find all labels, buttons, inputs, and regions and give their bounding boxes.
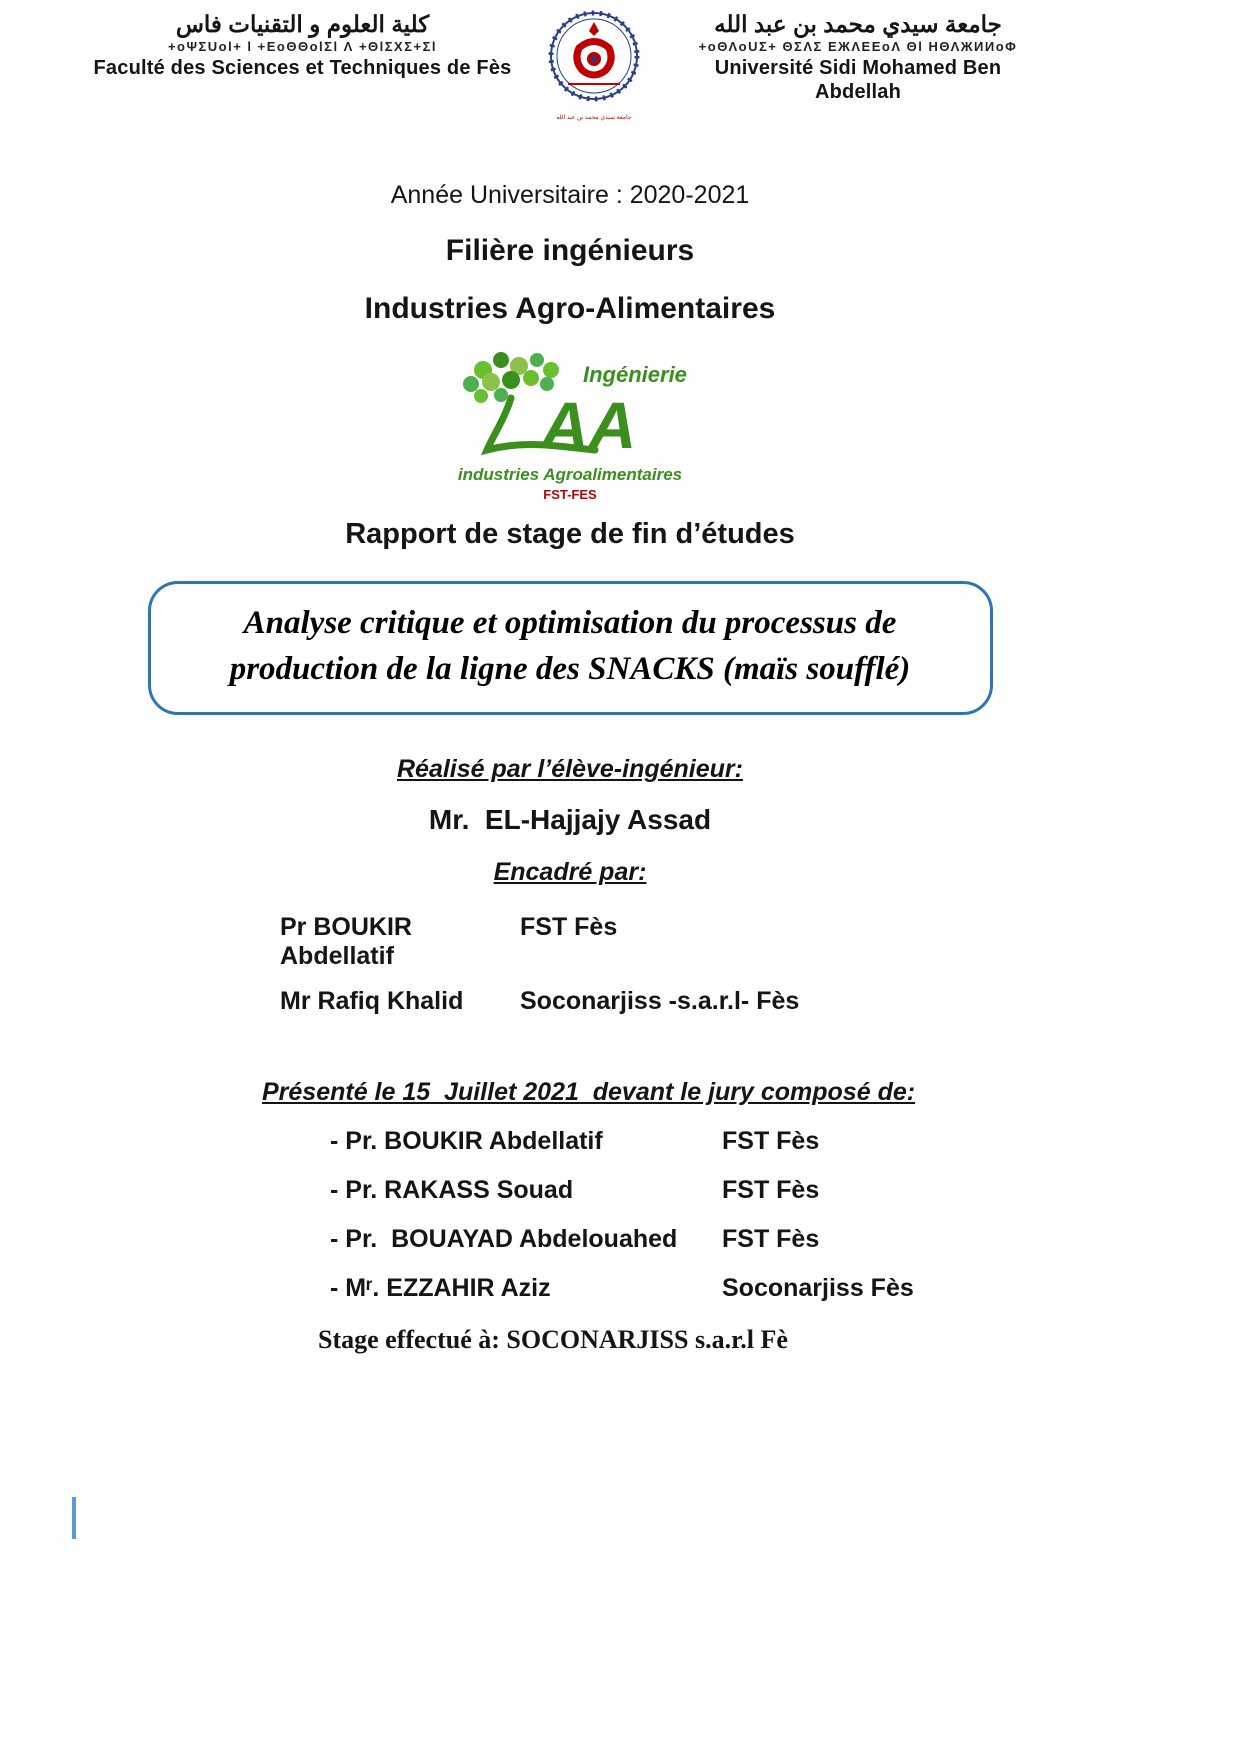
jury-member-row [70,1274,1070,1303]
department-title: Industries Agro-Alimentaires [364,292,776,325]
internship-location: Stage effectué à: SOCONARJISS s.a.r.l Fè [318,1325,788,1355]
cover-content [70,181,1070,1355]
jury-member-row [70,1225,1070,1254]
jury-member-name: - Pr. BOUAYAD Abdelouahed [330,1225,678,1254]
jury-member-org: FST Fès [722,1225,820,1254]
iaa-tree-icon [445,348,695,466]
report-title-box [148,581,993,715]
jury-member-org: Soconarjiss Fès [722,1274,914,1303]
jury-member-row [70,1176,1070,1205]
iaa-logo [70,348,1070,502]
jury-member-name: - Mʳ. EZZAHIR Aziz [330,1274,551,1303]
university-emblem-icon [538,10,650,110]
report-title-line1: Analyse critique et optimisation du processus de [243,605,897,641]
supervisors-heading: Encadré par: [493,858,647,887]
report-type: Rapport de stage de fin d’études [345,518,795,550]
university-name-arabic: جامعة سيدي محمد بن عبد الله [714,11,1002,37]
university-block [673,10,1043,104]
university-emblem [529,10,659,121]
emblem-caption: جامعة سيدي محمد بن عبد الله [556,115,632,121]
jury-member-org: FST Fès [722,1127,820,1156]
supervisor-org: Soconarjiss -s.a.r.l- Fès [520,987,800,1016]
iaa-logo-subtitle: industries Agroalimentaires [457,465,683,484]
university-name-french: Université Sidi Mohamed Ben Abdellah [714,56,1007,103]
supervisor-name: Mr Rafiq Khalid [280,987,464,1016]
jury-member-row [70,1127,1070,1156]
jury-member-name: - Pr. RAKASS Souad [330,1176,574,1205]
faculty-name-arabic: كلية العلوم و التقنيات فاس [175,11,430,37]
academic-year: Année Universitaire : 2020-2021 [390,181,750,209]
faculty-block [90,10,515,80]
institution-header [90,0,1241,121]
author-name: Mr. EL-Hajjajy Assad [428,804,712,836]
supervisor-row [70,913,1070,971]
jury-member-org: FST Fès [722,1176,820,1205]
program-title: Filière ingénieurs [445,234,695,267]
faculty-name-french: Faculté des Sciences et Techniques de Fès [93,56,512,79]
faculty-name-tifinagh: +oΨΣUol+ l +ΕoΘΘolΣl Λ +ΘlΣΧΣ+Σl [167,38,438,54]
supervisor-row [70,987,1070,1016]
jury-heading: Présenté le 15 Juillet 2021 devant le jury composé de: [262,1078,916,1107]
report-title-line2: production de la ligne des SNACKS (maïs soufflé) [229,651,911,688]
university-name-tifinagh: +oΘΛoUΣ+ ΘΣΛΣ ΕЖΛΕΕoΛ Θl ΗΘΛЖИИoΦ [698,38,1018,54]
supervisor-name: Pr BOUKIR Abdellatif [280,913,418,971]
supervisor-org: FST Fès [520,913,618,942]
author-heading: Réalisé par l’élève-ingénieur: [397,755,743,784]
jury-member-name: - Pr. BOUKIR Abdellatif [330,1127,603,1156]
iaa-logo-institution: FST-FES [543,487,597,502]
iaa-logo-ingenierie-text: Ingénierie [583,362,687,387]
iaa-logo-initials: AA [541,388,637,462]
text-cursor [72,1497,76,1539]
